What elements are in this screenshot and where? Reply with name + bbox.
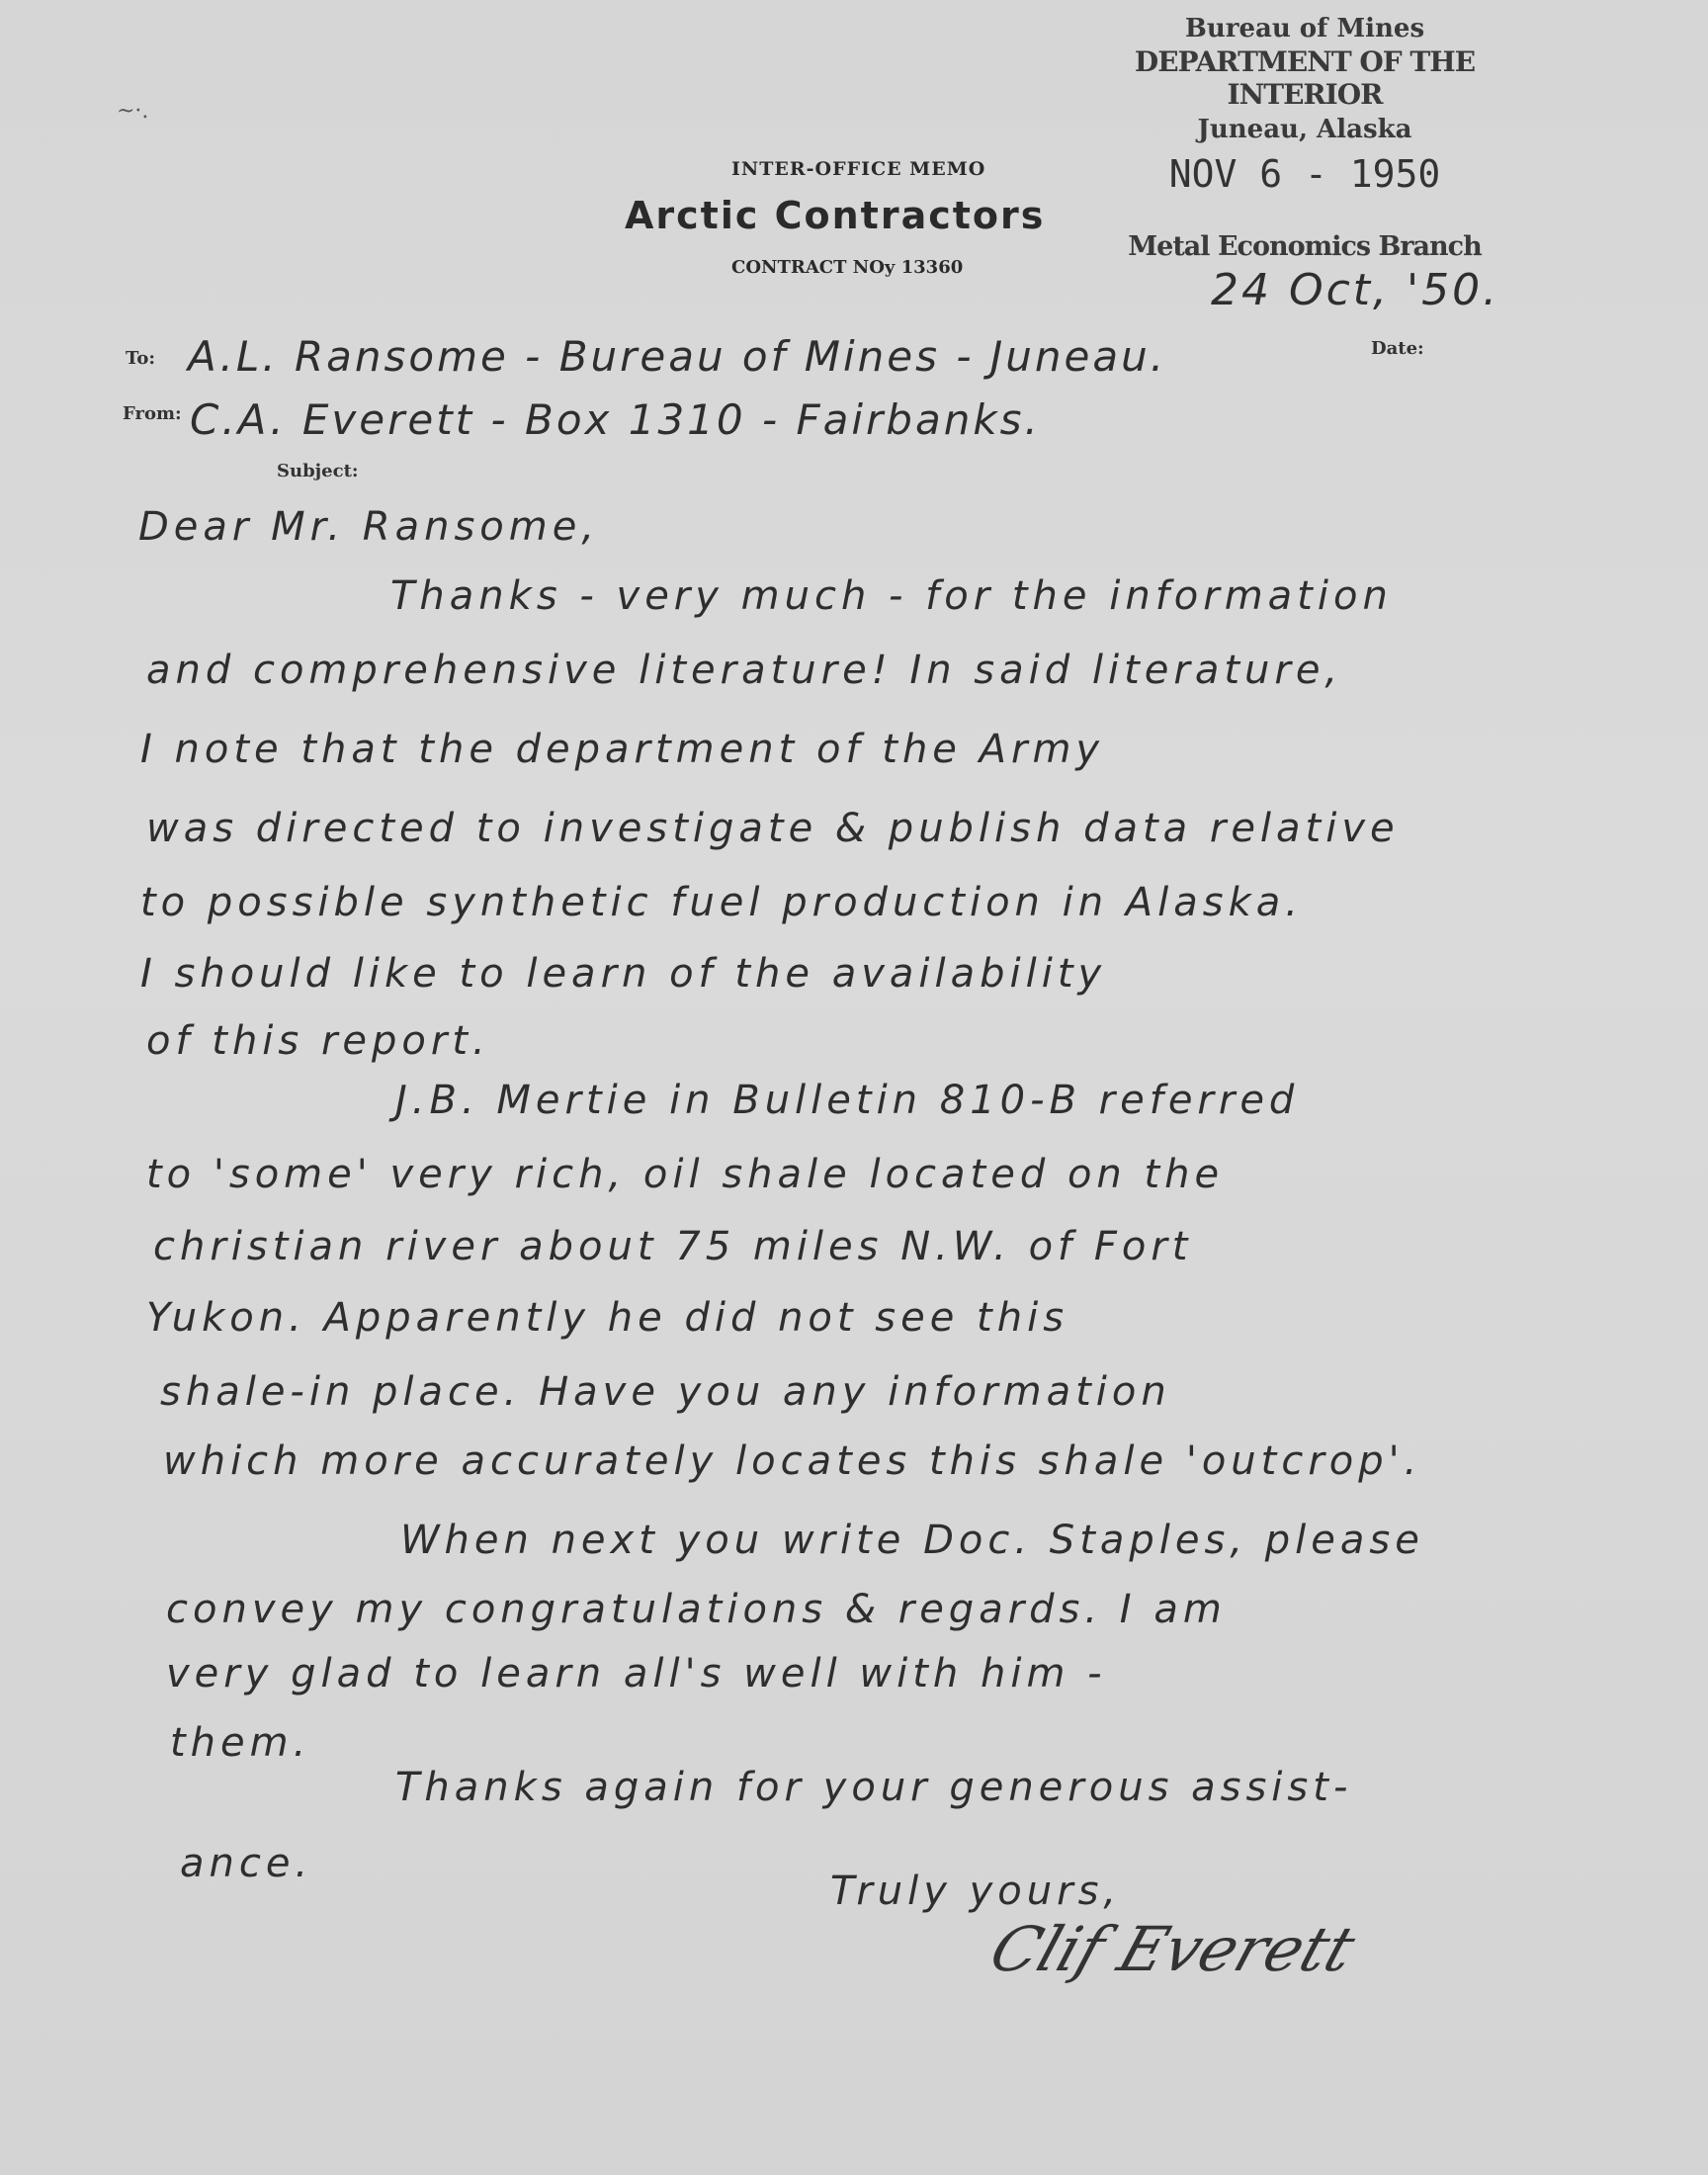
letterhead-contract: CONTRACT NOy 13360 <box>731 257 964 278</box>
from-value: C.A. Everett - Box 1310 - Fairbanks. <box>190 395 1041 444</box>
letter-line: was directed to investigate & publish data relative <box>146 806 1400 851</box>
letter-line: shale-in place. Have you any information <box>160 1369 1171 1415</box>
letter-line: to 'some' very rich, oil shale located on the <box>146 1152 1225 1197</box>
letter-line: of this report. <box>146 1018 490 1064</box>
stamp-date: NOV 6 - 1950 <box>1168 152 1441 196</box>
letter-line: I note that the department of the Army <box>140 727 1105 772</box>
letter-line: ance. <box>180 1841 313 1886</box>
letter-line: J.B. Mertie in Bulletin 810-B referred <box>395 1078 1300 1123</box>
letterhead-memo: INTER-OFFICE MEMO <box>731 158 986 180</box>
letterhead-company: Arctic Contractors <box>625 194 1046 237</box>
closing: Truly yours, <box>830 1869 1122 1914</box>
letter-line: which more accurately locates this shale 'outcrop'. <box>163 1438 1422 1484</box>
letter-line: When next you write Doc. Staples, please <box>400 1518 1424 1563</box>
letter-line: christian river about 75 miles N.W. of Fort <box>153 1224 1193 1269</box>
letter-line: very glad to learn all's well with him - <box>166 1651 1107 1696</box>
signature: Clif Everett <box>982 1913 1364 1985</box>
letter-line: Thanks - very much - for the information <box>390 573 1393 619</box>
date-value: 24 Oct, '50. <box>1211 265 1500 315</box>
letter-line: and comprehensive literature! In said literature, <box>146 648 1343 693</box>
letter-line: to possible synthetic fuel production in Alaska. <box>140 880 1304 925</box>
to-label: To: <box>126 348 155 369</box>
subject-label: Subject: <box>277 461 359 481</box>
stamp-branch: Metal Economics Branch <box>1128 231 1482 262</box>
stamp-department: DEPARTMENT OF THE INTERIOR <box>1134 45 1476 111</box>
letter-line: I should like to learn of the availability <box>140 951 1107 997</box>
letter-line: them. <box>170 1720 311 1766</box>
date-label: Date: <box>1371 338 1424 359</box>
salutation: Dear Mr. Ransome, <box>138 504 600 550</box>
from-label: From: <box>123 403 182 424</box>
to-value: A.L. Ransome - Bureau of Mines - Juneau. <box>188 332 1167 381</box>
stamp-bureau: Bureau of Mines <box>1184 14 1425 44</box>
letter-line: Thanks again for your generous assist- <box>395 1765 1353 1810</box>
letter-line: convey my congratulations & regards. I am <box>166 1587 1227 1632</box>
stamp-location: Juneau, Alaska <box>1197 115 1412 144</box>
letter-line: Yukon. Apparently he did not see this <box>146 1295 1069 1341</box>
received-stamp <box>1068 14 1542 262</box>
ink-smudge: ~·. <box>117 99 149 124</box>
